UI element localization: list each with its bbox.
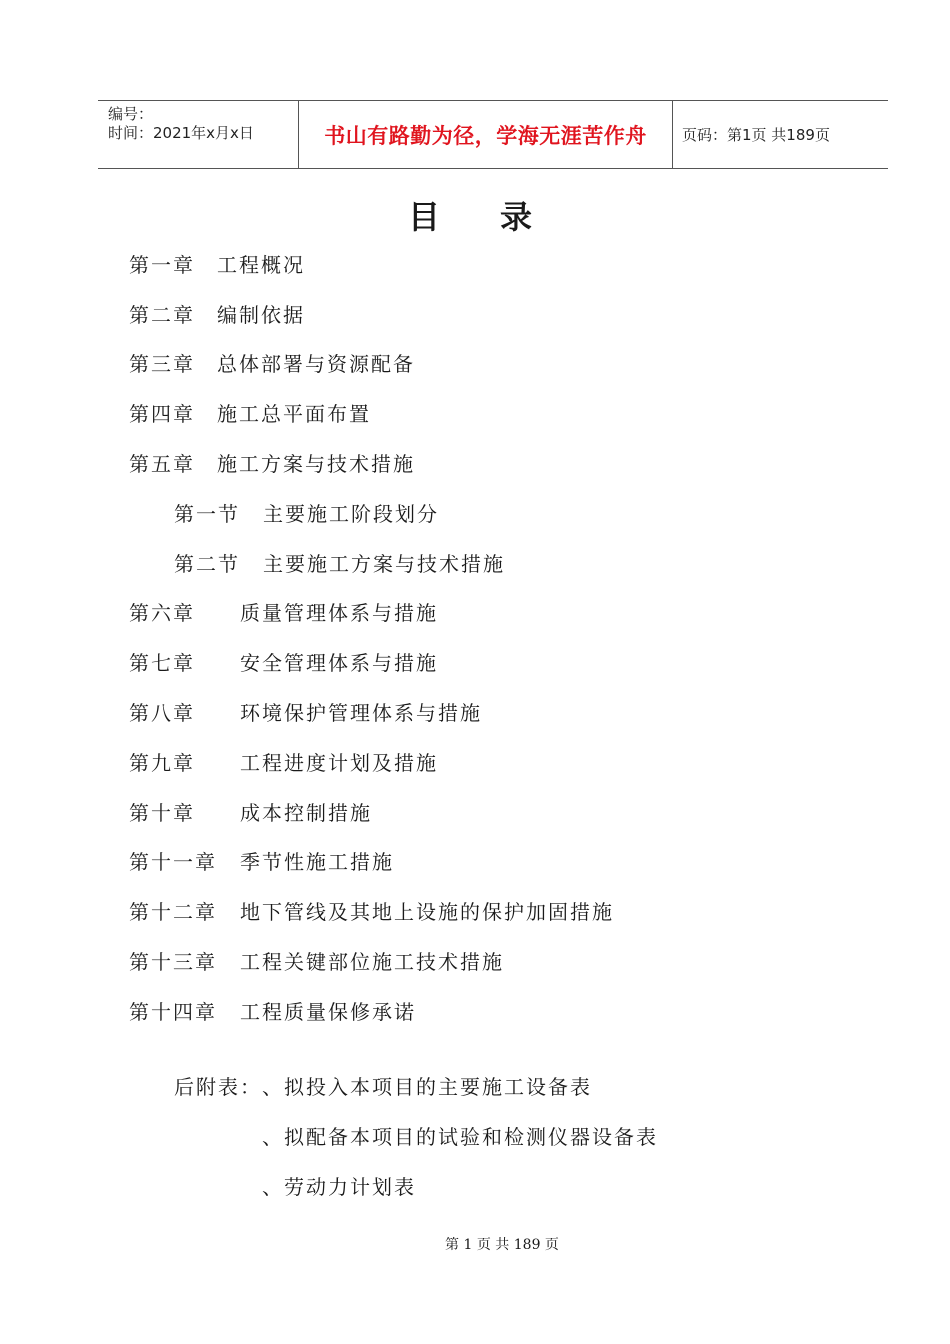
page-title: 目录 (407, 198, 592, 236)
toc-item-name: 工程进度计划及措施 (240, 751, 438, 775)
toc-item-number: 第十章 (129, 801, 195, 825)
toc-item (129, 699, 482, 727)
toc-item-number: 第八章 (129, 701, 195, 725)
toc-item-name: 质量管理体系与措施 (240, 601, 438, 625)
toc-item-name: 环境保护管理体系与措施 (240, 701, 482, 725)
toc-item-name: 工程关键部位施工技术措施 (240, 950, 504, 974)
toc-item-name: 成本控制措施 (240, 801, 372, 825)
appendix-item: 、拟投入本项目的主要施工设备表 (262, 1075, 592, 1099)
appendix-item: 、劳动力计划表 (262, 1175, 416, 1199)
toc-item-name: 施工方案与技术措施 (217, 452, 415, 476)
toc-item-number: 第二节 (174, 552, 240, 576)
toc-item (129, 301, 305, 329)
header-motto: 书山有路勤为径，学海无涯苦作舟 (299, 101, 673, 168)
toc-item (129, 400, 371, 428)
document-header (98, 100, 888, 169)
toc-item-number: 第一章 (129, 253, 195, 277)
toc-item (129, 998, 416, 1026)
toc-item (129, 749, 438, 777)
header-meta (98, 101, 299, 168)
toc-item (129, 350, 415, 378)
toc-item-number: 第十二章 (129, 900, 217, 924)
toc-item-name: 主要施工方案与技术措施 (263, 552, 505, 576)
document-time: 时间：2021年x月x日 (108, 124, 254, 142)
toc-section-item (174, 550, 505, 578)
toc-item-name: 工程概况 (217, 253, 305, 277)
appendix-label: 后附表： (174, 1075, 262, 1099)
toc-item-name: 施工总平面布置 (217, 402, 371, 426)
toc-item-number: 第四章 (129, 402, 195, 426)
toc-item (129, 450, 415, 478)
toc-item (129, 799, 372, 827)
toc-item-name: 工程质量保修承诺 (240, 1000, 416, 1024)
toc-item-number: 第九章 (129, 751, 195, 775)
toc-section-item (174, 500, 439, 528)
toc-item-name: 总体部署与资源配备 (217, 352, 415, 376)
document-number-label: 编号： (108, 105, 154, 123)
toc-item-name: 编制依据 (217, 303, 305, 327)
toc-item-name: 安全管理体系与措施 (240, 651, 438, 675)
toc-item (129, 848, 394, 876)
toc-item-number: 第十三章 (129, 950, 217, 974)
toc-item-number: 第十四章 (129, 1000, 217, 1024)
toc-item-number: 第三章 (129, 352, 195, 376)
toc-item (129, 251, 305, 279)
appendix-item: 、拟配备本项目的试验和检测仪器设备表 (262, 1125, 658, 1149)
toc-item (129, 649, 438, 677)
toc-item-number: 第五章 (129, 452, 195, 476)
toc-item-name: 季节性施工措施 (240, 850, 394, 874)
toc-item (129, 948, 504, 976)
toc-item (129, 599, 438, 627)
toc-item-number: 第六章 (129, 601, 195, 625)
toc-item-name: 地下管线及其地上设施的保护加固措施 (240, 900, 614, 924)
toc-item-number: 第二章 (129, 303, 195, 327)
toc-item (129, 898, 614, 926)
page-footer: 第 1 页 共 189 页 (445, 1237, 559, 1253)
header-page-info: 页码：第1页 共189页 (682, 126, 830, 144)
toc-item-number: 第七章 (129, 651, 195, 675)
toc-item-name: 主要施工阶段划分 (263, 502, 439, 526)
toc-item-number: 第一节 (174, 502, 240, 526)
toc-item-number: 第十一章 (129, 850, 217, 874)
